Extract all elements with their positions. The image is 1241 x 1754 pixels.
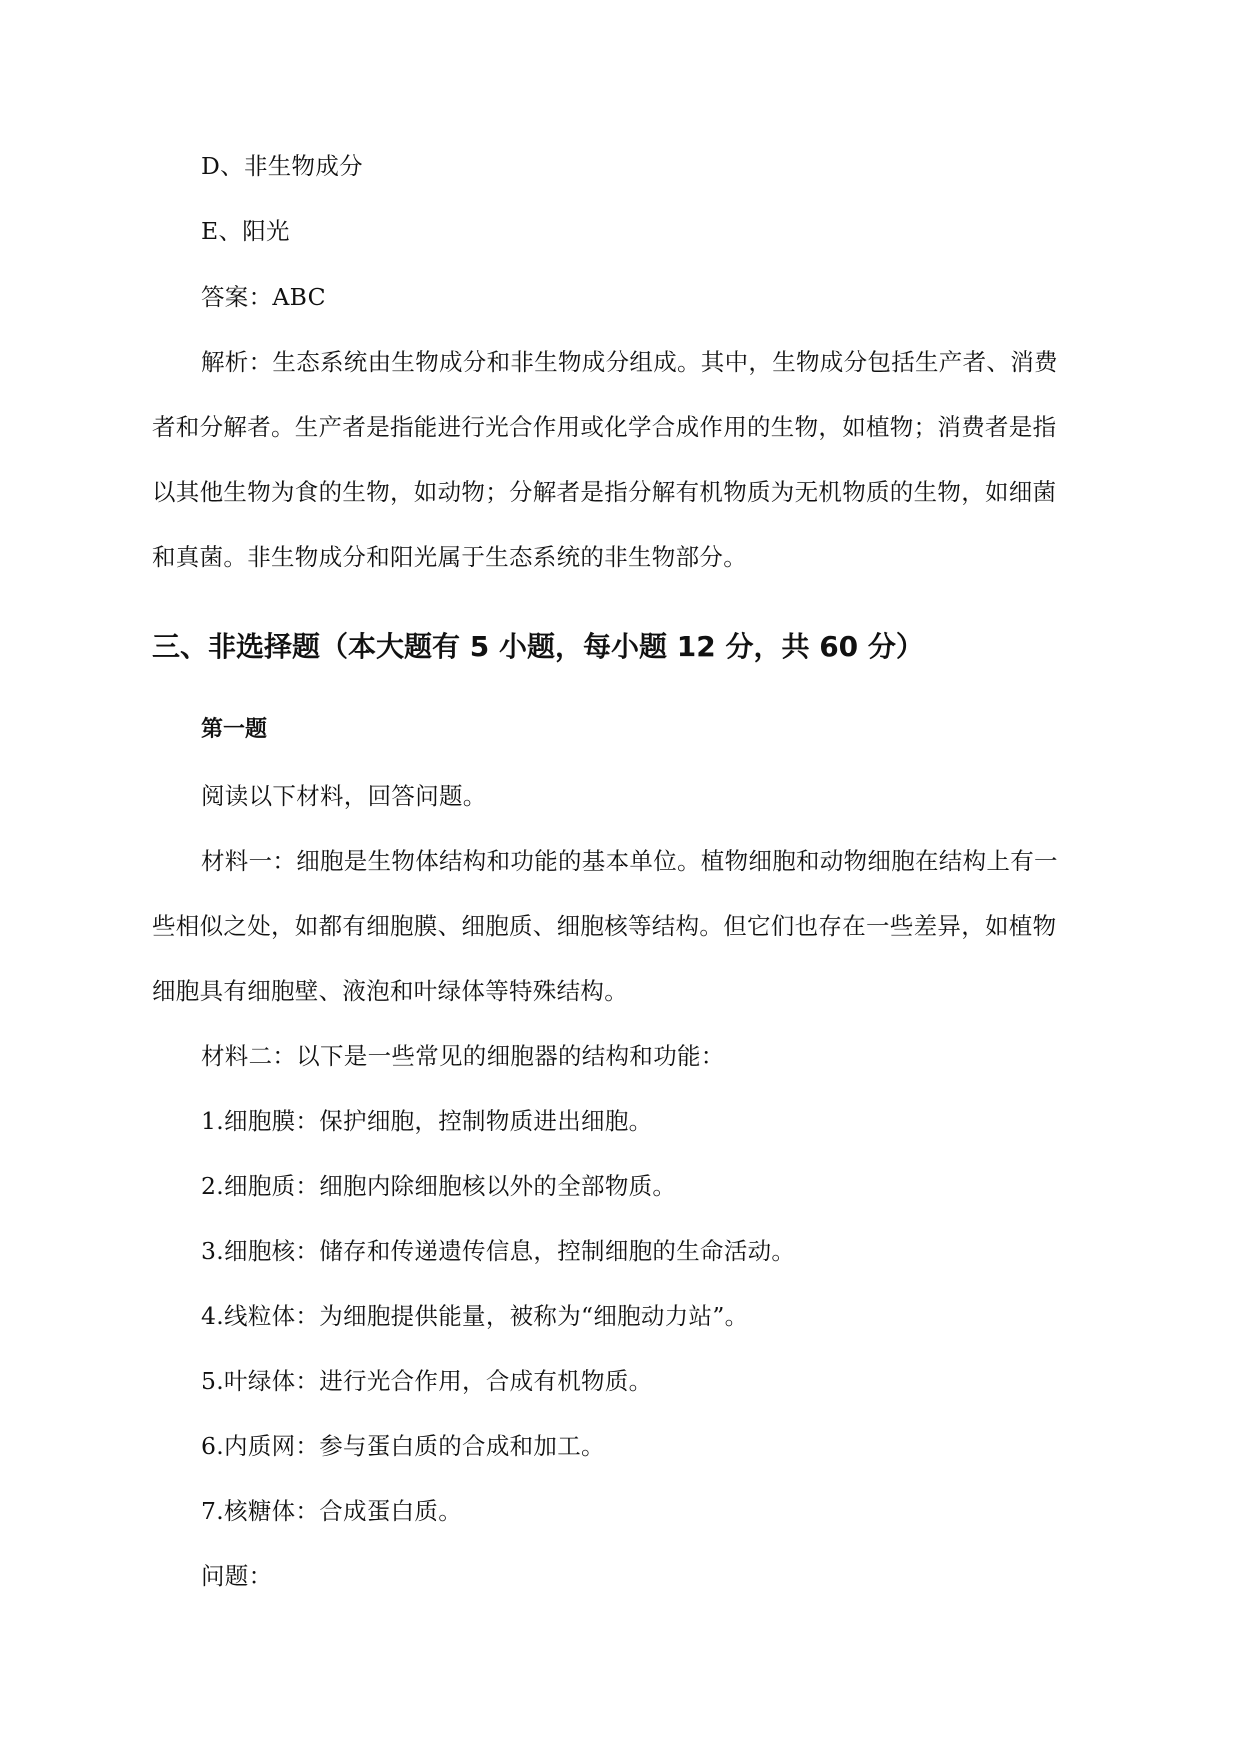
- organelle-item: 6.内质网：参与蛋白质的合成和加工。: [201, 1432, 605, 1460]
- organelle-item: 4.线粒体：为细胞提供能量，被称为“细胞动力站”。: [201, 1302, 749, 1330]
- material-one-line: 些相似之处，如都有细胞膜、细胞质、细胞核等结构。但它们也存在一些差异，如植物: [152, 912, 1057, 940]
- organelle-item: 2.细胞质：细胞内除细胞核以外的全部物质。: [201, 1172, 677, 1200]
- material-one-line: 材料一：细胞是生物体结构和功能的基本单位。植物细胞和动物细胞在结构上有一: [201, 847, 1058, 875]
- analysis-line: 者和分解者。生产者是指能进行光合作用或化学合成作用的生物，如植物；消费者是指: [152, 413, 1057, 441]
- organelle-item: 5.叶绿体：进行光合作用，合成有机物质。: [201, 1367, 653, 1395]
- option-d: D、非生物成分: [201, 152, 363, 180]
- material-two-text: 材料二：以下是一些常见的细胞器的结构和功能：: [201, 1042, 725, 1070]
- analysis-line: 解析：生态系统由生物成分和非生物成分组成。其中，生物成分包括生产者、消费: [201, 348, 1058, 376]
- answer-text: 答案：ABC: [201, 283, 326, 311]
- question-title: 第一题: [201, 717, 268, 742]
- analysis-line: 和真菌。非生物成分和阳光属于生态系统的非生物部分。: [152, 543, 747, 571]
- organelle-item: 1.细胞膜：保护细胞，控制物质进出细胞。: [201, 1107, 653, 1135]
- organelle-item: 3.细胞核：储存和传递遗传信息，控制细胞的生命活动。: [201, 1237, 796, 1265]
- organelle-item: 7.核糖体：合成蛋白质。: [201, 1497, 463, 1525]
- material-one-line: 细胞具有细胞壁、液泡和叶绿体等特殊结构。: [152, 977, 628, 1005]
- option-e: E、阳光: [201, 217, 290, 245]
- instruction-text: 阅读以下材料，回答问题。: [201, 782, 487, 810]
- section-heading: 三、非选择题（本大题有 5 小题，每小题 12 分，共 60 分）: [152, 630, 924, 663]
- questions-label: 问题：: [201, 1562, 273, 1590]
- analysis-line: 以其他生物为食的生物，如动物；分解者是指分解有机物质为无机物质的生物，如细菌: [152, 478, 1057, 506]
